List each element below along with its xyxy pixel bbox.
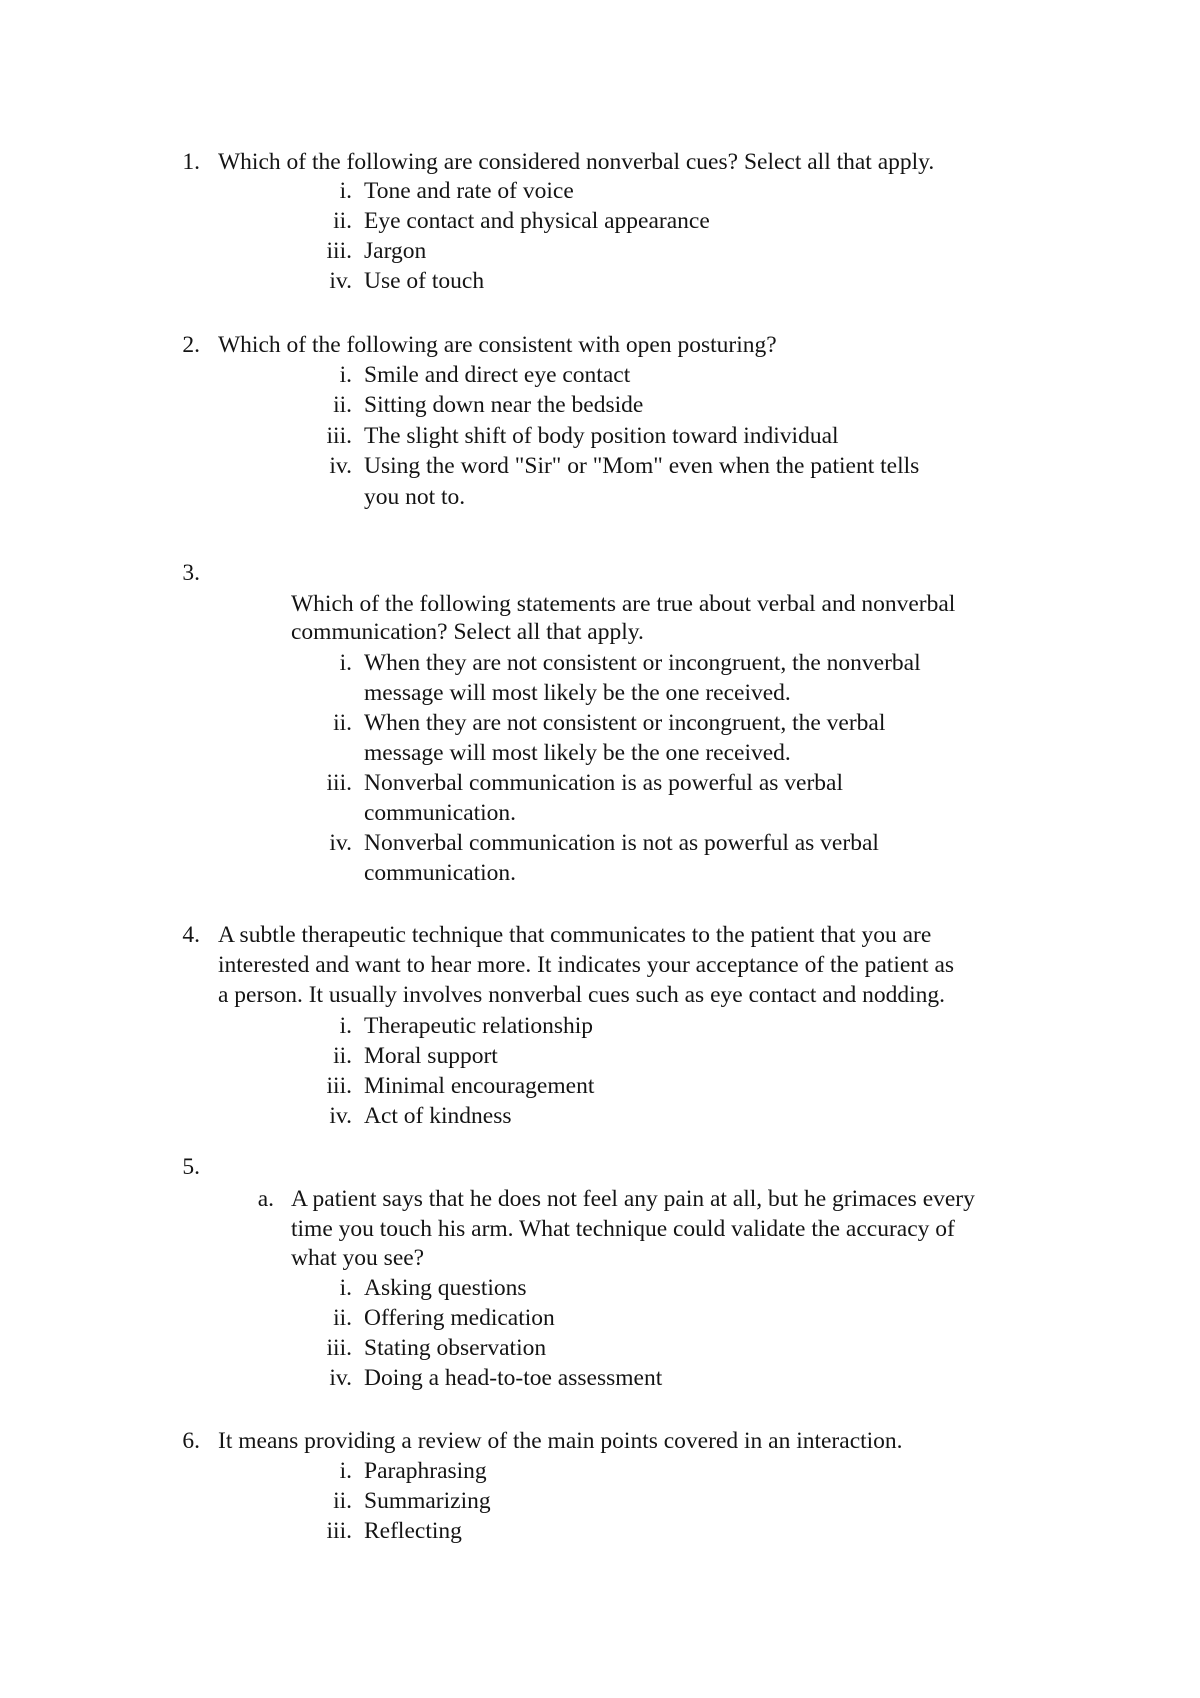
option-text: Therapeutic relationship [364, 1013, 594, 1039]
option-text: Asking questions [364, 1275, 527, 1301]
option-text-continued: message will most likely be the one received. [364, 740, 791, 766]
question-text: It means providing a review of the main points covered in an interaction. [218, 1428, 903, 1454]
option-text-continued: communication. [364, 800, 517, 826]
option-text: Using the word "Sir" or "Mom" even when the patient tells [364, 453, 920, 479]
option-number: ii. [333, 1305, 352, 1331]
option-number: iii. [326, 238, 352, 264]
question-number: 3. [182, 560, 200, 586]
option-number: iii. [326, 1073, 352, 1099]
option-number: i. [339, 650, 352, 676]
question-text: Which of the following are considered nonverbal cues? Select all that apply. [218, 149, 935, 175]
sub-question-letter: a. [257, 1186, 274, 1212]
option-number: iv. [329, 1103, 352, 1129]
option-number: ii. [333, 208, 352, 234]
question-text: A subtle therapeutic technique that communicates to the patient that you are [218, 922, 932, 948]
option-text: Nonverbal communication is not as powerful as verbal [364, 830, 879, 856]
option-text: Stating observation [364, 1335, 547, 1361]
option-number: iii. [326, 423, 352, 449]
option-number: i. [339, 1275, 352, 1301]
option-text: Moral support [364, 1043, 498, 1069]
option-number: ii. [333, 1488, 352, 1514]
option-number: iii. [326, 1518, 352, 1544]
question-number: 5. [182, 1154, 200, 1180]
question-text: interested and want to hear more. It indicates your acceptance of the patient as [218, 952, 955, 978]
question-text: Which of the following are consistent with open posturing? [218, 332, 777, 358]
option-number: ii. [333, 392, 352, 418]
option-number: iv. [329, 1365, 352, 1391]
option-number: i. [339, 1458, 352, 1484]
option-text: Offering medication [364, 1305, 555, 1331]
question-text: a person. It usually involves nonverbal cues such as eye contact and nodding. [218, 982, 945, 1008]
question-text: time you touch his arm. What technique could validate the accuracy of [291, 1216, 955, 1242]
option-text: Minimal encouragement [364, 1073, 595, 1099]
option-text: Eye contact and physical appearance [364, 208, 710, 234]
option-text: When they are not consistent or incongruent, the nonverbal [364, 650, 921, 676]
option-text: Act of kindness [364, 1103, 512, 1129]
option-text-continued: message will most likely be the one received. [364, 680, 791, 706]
option-number: ii. [333, 1043, 352, 1069]
option-text: The slight shift of body position toward individual [364, 423, 839, 449]
option-text: Sitting down near the bedside [364, 392, 644, 418]
option-text: Jargon [364, 238, 427, 264]
question-number: 4. [182, 922, 200, 948]
question-number: 2. [182, 332, 200, 358]
option-text: Use of touch [364, 268, 485, 294]
option-text-continued: you not to. [364, 484, 466, 510]
option-number: i. [339, 1013, 352, 1039]
question-text: communication? Select all that apply. [291, 619, 644, 645]
option-text: Tone and rate of voice [364, 178, 574, 204]
option-text: When they are not consistent or incongruent, the verbal [364, 710, 886, 736]
option-text: Nonverbal communication is as powerful as verbal [364, 770, 843, 796]
question-number: 1. [182, 149, 200, 175]
question-text: what you see? [291, 1245, 425, 1271]
option-number: ii. [333, 710, 352, 736]
option-number: i. [339, 362, 352, 388]
option-number: iv. [329, 830, 352, 856]
question-text: A patient says that he does not feel any pain at all, but he grimaces every [291, 1186, 975, 1212]
option-number: i. [339, 178, 352, 204]
option-text: Doing a head-to-toe assessment [364, 1365, 663, 1391]
option-number: iii. [326, 770, 352, 796]
option-number: iv. [329, 268, 352, 294]
question-number: 6. [182, 1428, 200, 1454]
option-text: Smile and direct eye contact [364, 362, 631, 388]
question-text: Which of the following statements are true about verbal and nonverbal [291, 591, 956, 617]
option-text-continued: communication. [364, 860, 517, 886]
option-text: Paraphrasing [364, 1458, 487, 1484]
option-number: iv. [329, 453, 352, 479]
option-text: Summarizing [364, 1488, 491, 1514]
option-number: iii. [326, 1335, 352, 1361]
option-text: Reflecting [364, 1518, 462, 1544]
